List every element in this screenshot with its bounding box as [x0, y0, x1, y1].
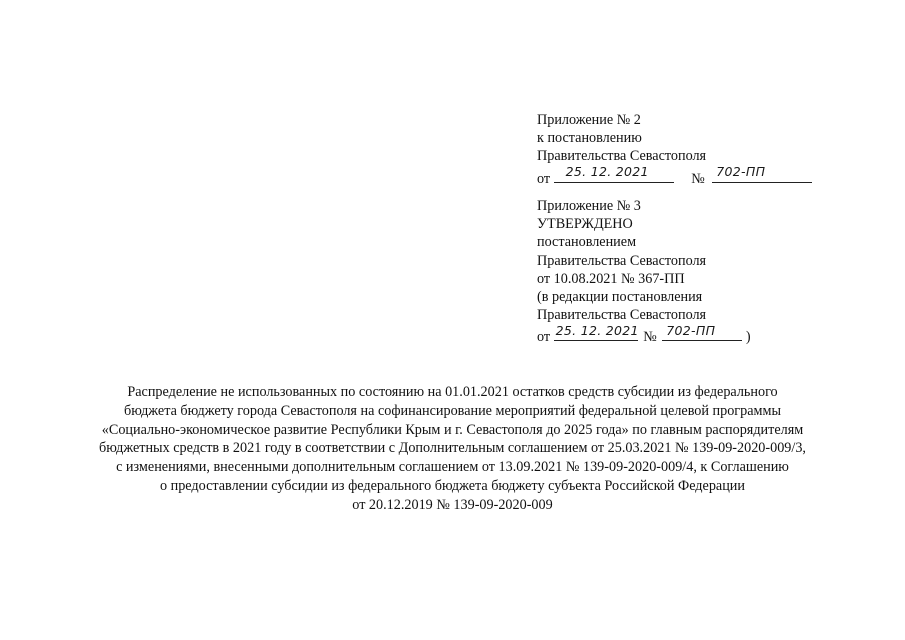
appendix-3-number-handwritten: 702-ПП: [666, 323, 716, 339]
appendix-2-authority: Правительства Севастополя: [537, 148, 707, 165]
appendix-2-number-field: [712, 166, 812, 183]
appendix-2-number-handwritten: 702-ПП: [716, 164, 766, 180]
title-line-5: с изменениями, внесенными дополнительным соглашением от 13.09.2021 № 139-09-2020-009/4, к Соглашению: [116, 459, 789, 476]
appendix-3-closing-paren: ): [745, 329, 751, 346]
title-line-3: «Социально-экономическое развитие Республики Крым и г. Севастополя до 2025 года» по главным распорядителям: [101, 421, 804, 438]
title-line-2: бюджета бюджету города Севастополя на софинансирование мероприятий федеральной целевой программы: [123, 402, 782, 419]
appendix-2-heading: Приложение № 2: [537, 112, 641, 128]
appendix-2-block: [537, 111, 837, 188]
appendix-2-date-prefix: от: [537, 170, 551, 187]
title-line-7: от 20.12.2019 № 139-09-2020-009: [352, 496, 553, 513]
appendix-3-authority: Правительства Севастополя: [537, 252, 707, 269]
appendix-3-date-field: [554, 324, 638, 341]
appendix-3-original-decree: от 10.08.2021 № 367-ПП: [537, 270, 685, 287]
title-line-6: о предоставлении субсидии из федерального бюджета бюджету субъекта Российской Федерации: [159, 477, 745, 494]
appendix-3-date-line: [537, 324, 837, 346]
appendix-2-number-sign: №: [691, 170, 705, 187]
appendix-3-block: [537, 197, 837, 347]
appendix-2-date-field: [554, 166, 674, 183]
appendix-2-date-line: [537, 166, 837, 188]
appendix-3-approved: УТВЕРЖДЕНО: [537, 216, 633, 233]
appendix-3-heading: Приложение № 3: [537, 198, 641, 214]
appendix-2-date-handwritten: 25. 12. 2021: [565, 164, 649, 180]
appendix-3-by-decree: постановлением: [537, 234, 637, 251]
appendix-3-date-prefix: от: [537, 329, 551, 346]
appendix-3-date-handwritten: 25. 12. 2021: [555, 323, 639, 339]
appendix-3-revision-note: (в редакции постановления: [537, 289, 703, 306]
title-line-1: Распределение не использованных по состоянию на 01.01.2021 остатков средств субсидии из федерального: [127, 384, 778, 400]
appendix-3-revision-authority: Правительства Севастополя: [537, 307, 707, 324]
document-title: [60, 383, 845, 515]
title-line-4: бюджетных средств в 2021 году в соответствии с Дополнительным соглашением от 25.03.2021 № 139-09-2020-009/3,: [99, 440, 806, 457]
appendix-3-number-field: [662, 324, 742, 341]
appendix-3-number-sign: №: [643, 329, 657, 346]
appendix-2-subheading: к постановлению: [537, 130, 642, 147]
